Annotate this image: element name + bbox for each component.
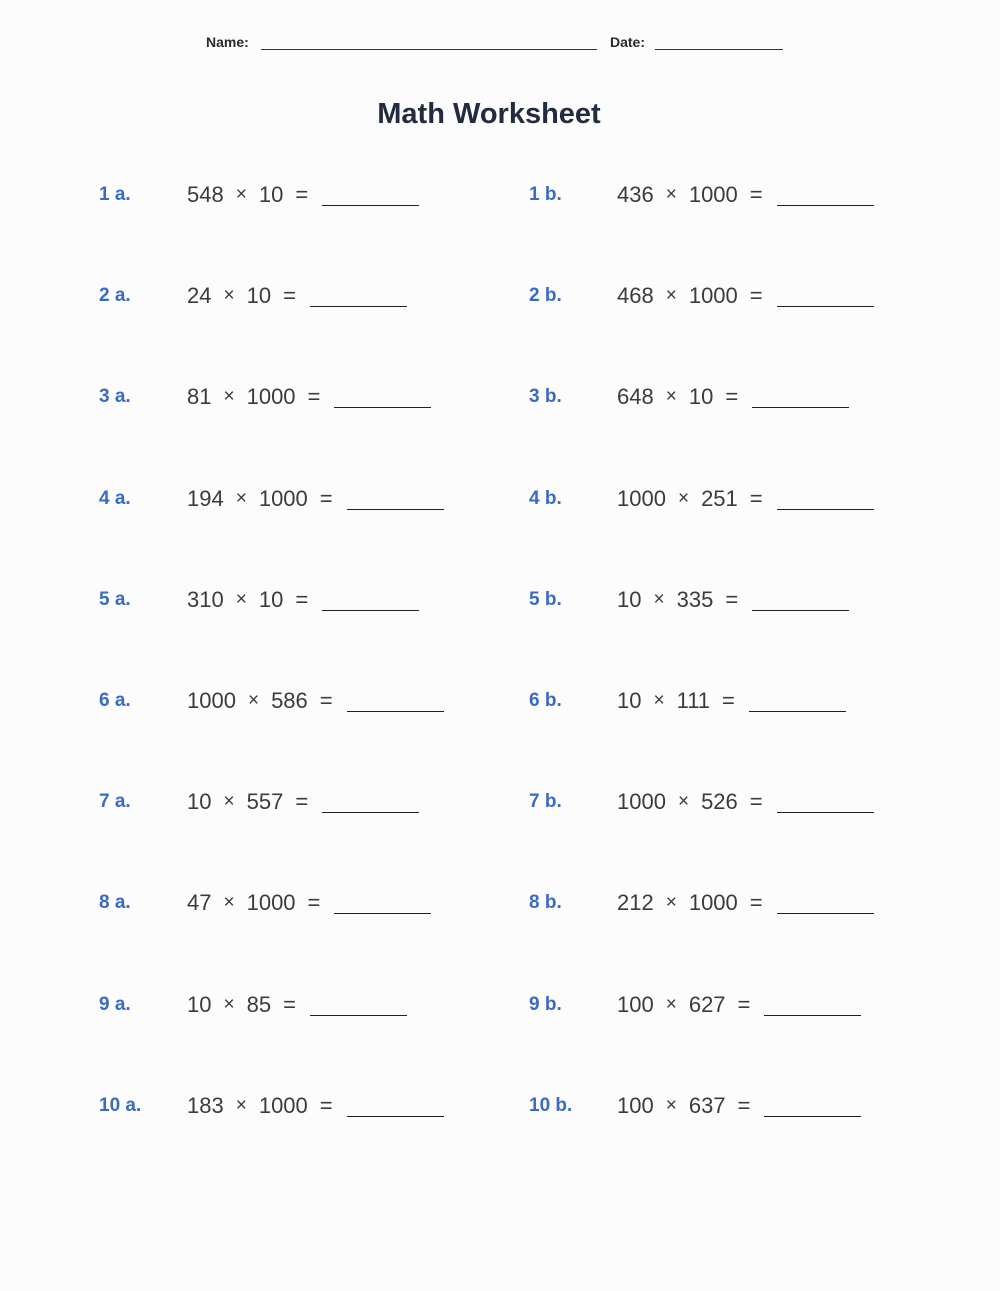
problem-label: 9 b. [529,994,562,1015]
problem-label: 5 b. [529,589,562,610]
equals-sign: = [319,1093,333,1118]
multiply-sign: × [665,1095,677,1116]
equals-sign: = [737,1093,751,1118]
problem-label: 7 a. [99,791,131,812]
equals-sign: = [283,283,296,308]
answer-blank[interactable] [764,1098,861,1117]
equals-sign: = [749,486,763,511]
operand-right: 1000 [688,890,738,915]
equals-sign: = [749,890,763,915]
answer-blank[interactable] [777,794,874,813]
problem-expression [617,587,849,613]
operand-left: 1000 [617,789,666,814]
problem-label: 10 a. [99,1095,142,1116]
multiply-sign: × [665,892,677,913]
operand-right: 10 [258,182,284,207]
equals-sign: = [722,688,735,713]
answer-blank[interactable] [752,389,849,408]
problem-label: 8 a. [99,892,131,913]
answer-blank[interactable] [347,693,444,712]
equals-sign: = [307,890,321,915]
operand-left: 183 [187,1093,224,1118]
problem-item [529,281,874,311]
answer-blank[interactable] [347,491,444,510]
problem-label: 4 a. [99,488,131,509]
multiply-sign: × [653,690,665,711]
problem-item [99,1091,444,1121]
multiply-sign: × [653,589,665,610]
operand-left: 10 [617,587,642,612]
problem-expression [617,182,874,208]
operand-left: 648 [617,384,654,409]
multiply-sign: × [223,386,235,407]
problem-item [529,787,874,817]
operand-left: 548 [187,182,224,207]
answer-blank[interactable] [777,491,874,510]
operand-left: 10 [187,789,212,814]
equals-sign: = [749,789,763,814]
equals-sign: = [319,688,333,713]
problem-item [529,382,849,412]
problem-label: 4 b. [529,488,562,509]
answer-blank[interactable] [310,997,407,1016]
multiply-sign: × [235,1095,247,1116]
answer-blank[interactable] [777,187,874,206]
multiply-sign: × [665,285,677,306]
problem-expression [187,890,431,916]
multiply-sign: × [677,488,690,509]
operand-left: 194 [187,486,224,511]
problem-item [99,686,444,716]
answer-blank[interactable] [764,997,861,1016]
problem-expression [617,789,874,815]
operand-left: 1000 [617,486,666,511]
problem-expression [617,1093,861,1119]
operand-right: 557 [246,789,284,814]
problem-item [99,281,407,311]
operand-right: 637 [688,1093,726,1118]
answer-blank[interactable] [334,389,431,408]
name-label: Name: [206,34,249,50]
operand-left: 10 [617,688,642,713]
multiply-sign: × [677,791,690,812]
multiply-sign: × [235,488,247,509]
problem-item [529,484,874,514]
equals-sign: = [319,486,333,511]
equals-sign: = [295,789,309,814]
answer-blank[interactable] [749,693,846,712]
problem-expression [617,890,874,916]
operand-left: 47 [187,890,212,915]
operand-left: 24 [187,283,212,308]
operand-left: 468 [617,283,654,308]
equals-sign: = [725,384,739,409]
problem-label: 1 a. [99,184,131,205]
problem-label: 3 a. [99,386,131,407]
equals-sign: = [307,384,321,409]
answer-blank[interactable] [347,1098,444,1117]
multiply-sign: × [223,994,235,1015]
problem-item [529,990,861,1020]
problem-item [99,180,419,210]
equals-sign: = [295,182,309,207]
operand-right: 10 [246,283,272,308]
problem-expression [187,688,444,714]
multiply-sign: × [235,184,247,205]
equals-sign: = [725,587,739,612]
multiply-sign: × [247,690,260,711]
problem-item [529,585,849,615]
operand-right: 1000 [688,283,738,308]
problem-expression [187,789,419,815]
operand-right: 335 [676,587,714,612]
multiply-sign: × [665,386,677,407]
operand-right: 1000 [246,384,296,409]
problem-expression [617,688,846,714]
problem-expression [617,384,849,410]
problem-label: 8 b. [529,892,562,913]
problem-expression [187,1093,444,1119]
problem-item [529,1091,861,1121]
answer-blank[interactable] [334,895,431,914]
problem-expression [187,486,444,512]
answer-blank[interactable] [777,288,874,307]
problem-expression [187,182,419,208]
multiply-sign: × [223,892,235,913]
equals-sign: = [295,587,309,612]
operand-right: 1000 [246,890,296,915]
equals-sign: = [749,283,763,308]
problem-label: 2 b. [529,285,562,306]
problem-label: 5 a. [99,589,131,610]
problem-item [529,888,874,918]
answer-blank[interactable] [322,794,419,813]
operand-right: 10 [258,587,284,612]
problem-expression [187,587,419,613]
operand-right: 1000 [258,486,308,511]
problem-expression [617,992,861,1018]
problem-label: 3 b. [529,386,562,407]
answer-blank[interactable] [322,592,419,611]
operand-right: 111 [676,688,711,713]
answer-blank[interactable] [752,592,849,611]
problem-label: 9 a. [99,994,131,1015]
operand-left: 310 [187,587,224,612]
operand-right: 1000 [258,1093,308,1118]
operand-left: 100 [617,992,654,1017]
problem-label: 6 a. [99,690,131,711]
problem-item [99,484,444,514]
problem-expression [617,486,874,512]
date-label: Date: [610,34,646,50]
equals-sign: = [749,182,763,207]
problem-item [529,180,874,210]
equals-sign: = [737,992,751,1017]
multiply-sign: × [235,589,247,610]
multiply-sign: × [665,184,677,205]
answer-blank[interactable] [777,895,874,914]
equals-sign: = [283,992,296,1017]
operand-right: 251 [701,486,738,511]
problem-item [99,990,407,1020]
problem-item [99,585,419,615]
multiply-sign: × [223,285,235,306]
operand-left: 10 [187,992,212,1017]
operand-right: 586 [271,688,308,713]
problem-expression [187,283,407,309]
problem-expression [187,992,407,1018]
page-title: Math Worksheet [377,98,601,130]
multiply-sign: × [665,994,677,1015]
operand-left: 1000 [187,688,236,713]
operand-right: 1000 [688,182,738,207]
operand-right: 526 [701,789,738,814]
operand-left: 212 [617,890,654,915]
problem-item [99,888,431,918]
problem-item [529,686,846,716]
problem-label: 1 b. [529,184,562,205]
problem-label: 2 a. [99,285,131,306]
operand-left: 81 [187,384,212,409]
operand-left: 100 [617,1093,654,1118]
problem-item [99,787,419,817]
operand-left: 436 [617,182,654,207]
problem-label: 7 b. [529,791,562,812]
answer-blank[interactable] [310,288,407,307]
operand-right: 10 [688,384,714,409]
operand-right: 627 [688,992,726,1017]
problem-label: 10 b. [529,1095,573,1116]
problem-item [99,382,431,412]
operand-right: 85 [246,992,272,1017]
problem-expression [617,283,874,309]
answer-blank[interactable] [322,187,419,206]
problem-label: 6 b. [529,690,562,711]
problem-expression [187,384,431,410]
multiply-sign: × [223,791,235,812]
